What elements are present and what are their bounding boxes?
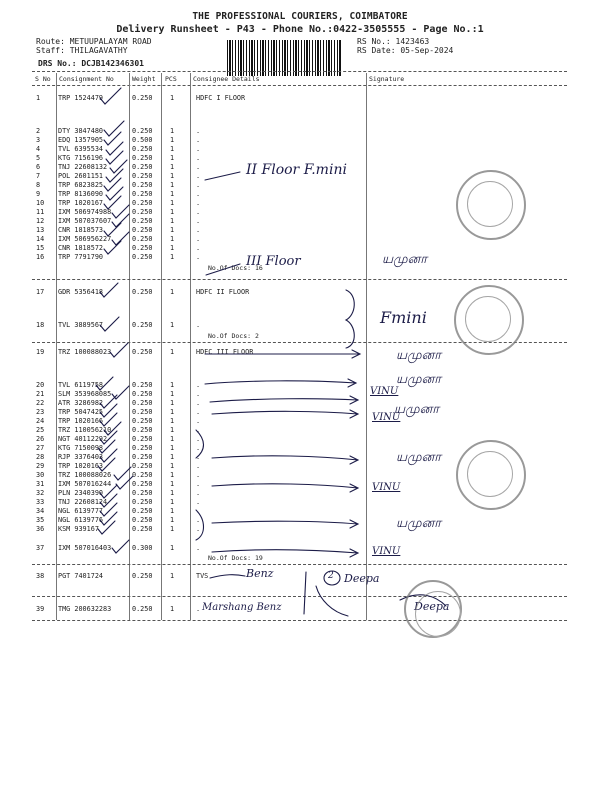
sno-cell: 28	[36, 453, 45, 461]
weight-cell: 0.250	[132, 217, 153, 225]
consignee-cell: TVS	[196, 572, 209, 580]
weight-cell: 0.250	[132, 399, 153, 407]
consignee-cell: .	[196, 199, 201, 207]
handwritten-signature: யமுனா	[394, 402, 439, 417]
consignee-cell: .	[196, 605, 201, 613]
weight-cell: 0.250	[132, 235, 153, 243]
consignment-cell: IXM 507016244	[58, 480, 112, 488]
pcs-cell: 1	[170, 462, 175, 470]
pcs-cell: 1	[170, 381, 175, 389]
consignee-cell: .	[196, 444, 201, 452]
sno-cell: 6	[36, 163, 41, 171]
sno-cell: 4	[36, 145, 41, 153]
handwritten-signature: VINU	[372, 412, 401, 423]
consignment-cell: CNR 1818572	[58, 244, 104, 252]
pcs-cell: 1	[170, 208, 175, 216]
sno-cell: 17	[36, 288, 45, 296]
consignment-cell: TRZ 100088023	[58, 348, 112, 356]
consignment-cell: TRP 7791790	[58, 253, 104, 261]
consignment-cell: TRP 5047425	[58, 408, 104, 416]
col-header-consignee: Consignee Details	[193, 75, 260, 83]
weight-cell: 0.250	[132, 253, 153, 261]
weight-cell: 0.250	[132, 390, 153, 398]
sno-cell: 22	[36, 399, 45, 407]
consignment-cell: TMG 200632283	[58, 605, 112, 613]
consignment-cell: IXM 506956227	[58, 235, 112, 243]
table-row	[0, 507, 600, 516]
consignment-cell: GDR 5356418	[58, 288, 104, 296]
table-row	[0, 426, 600, 435]
consignee-cell: .	[196, 217, 201, 225]
sno-cell: 31	[36, 480, 45, 488]
consignee-cell: .	[196, 244, 201, 252]
consignment-cell: DTY 3847480	[58, 127, 104, 135]
table-bottom-rule	[32, 620, 567, 621]
consignee-cell: .	[196, 253, 201, 261]
handwritten-note: Benz	[246, 567, 274, 580]
col-header-signature: Signature	[369, 75, 405, 83]
sno-cell: 18	[36, 321, 45, 329]
weight-cell: 0.250	[132, 444, 153, 452]
sno-cell: 36	[36, 525, 45, 533]
handwritten-signature: Deepa	[344, 572, 380, 585]
weight-cell: 0.250	[132, 426, 153, 434]
weight-cell: 0.250	[132, 226, 153, 234]
sno-cell: 24	[36, 417, 45, 425]
consignment-cell: TRP 1020166	[58, 417, 104, 425]
sno-cell: 10	[36, 199, 45, 207]
sno-cell: 34	[36, 507, 45, 515]
pcs-cell: 1	[170, 348, 175, 356]
sno-cell: 1	[36, 94, 41, 102]
weight-cell: 0.250	[132, 321, 153, 329]
handwritten-signature: யமுனா	[382, 252, 427, 267]
consignee-cell: .	[196, 435, 201, 443]
consignment-cell: EDQ 1357905	[58, 136, 104, 144]
consignment-cell: KTG 7156196	[58, 154, 104, 162]
consignee-cell: .	[196, 127, 201, 135]
handwritten-note: Marshang Benz	[202, 602, 282, 613]
consignee-cell: .	[196, 462, 201, 470]
sno-cell: 35	[36, 516, 45, 524]
consignee-cell: .	[196, 163, 201, 171]
table-row	[0, 381, 600, 390]
consignee-cell: .	[196, 417, 201, 425]
doc-count: No.Of Docs: 2	[208, 332, 259, 340]
table-row	[0, 348, 600, 357]
pcs-cell: 1	[170, 172, 175, 180]
consignment-cell: TNJ 22608132	[58, 163, 108, 171]
consignment-cell: NGT 40112292	[58, 435, 108, 443]
consignment-cell: CNR 1818573	[58, 226, 104, 234]
pcs-cell: 1	[170, 489, 175, 497]
consignee-cell: .	[196, 190, 201, 198]
consignment-cell: NGL 6139776	[58, 516, 104, 524]
weight-cell: 0.250	[132, 163, 153, 171]
handwritten-signature: யமுனா	[396, 450, 441, 465]
handwritten-floor-note: III Floor	[246, 254, 301, 269]
consignee-cell: .	[196, 321, 201, 329]
col-header-pcs: PCS	[165, 75, 177, 83]
pcs-cell: 1	[170, 244, 175, 252]
weight-cell: 0.300	[132, 544, 153, 552]
table-row	[0, 516, 600, 525]
sno-cell: 9	[36, 190, 41, 198]
rs-number: RS No.: 1423463	[357, 37, 430, 46]
consignee-cell: .	[196, 226, 201, 234]
col-header-weight: Weight	[132, 75, 156, 83]
sno-cell: 8	[36, 181, 41, 189]
pcs-cell: 1	[170, 572, 175, 580]
table-row	[0, 145, 600, 154]
consignee-cell: .	[196, 181, 201, 189]
table-row	[0, 127, 600, 136]
consignee-cell: HDFC II FLOOR	[196, 288, 250, 296]
pcs-cell: 1	[170, 525, 175, 533]
route-label: Route: METUUPALAYAM ROAD	[36, 37, 152, 46]
pcs-cell: 1	[170, 226, 175, 234]
weight-cell: 0.250	[132, 417, 153, 425]
consignment-cell: ATR 3286982	[58, 399, 104, 407]
sno-cell: 20	[36, 381, 45, 389]
doc-count: No.Of Docs: 16	[208, 264, 263, 272]
staff-label: Staff: THILAGAVATHY	[36, 46, 128, 55]
handwritten-signature: Deepa	[414, 600, 450, 613]
sno-cell: 26	[36, 435, 45, 443]
doc-count: No.Of Docs: 19	[208, 554, 263, 562]
consignment-cell: PGT 7401724	[58, 572, 104, 580]
sno-cell: 25	[36, 426, 45, 434]
weight-cell: 0.250	[132, 408, 153, 416]
weight-cell: 0.250	[132, 127, 153, 135]
col-header-sno: S No	[35, 75, 51, 83]
handwritten-number: 2	[328, 571, 334, 581]
consignment-cell: TRZ 100088026	[58, 471, 112, 479]
consignment-cell: TRZ 110056210	[58, 426, 112, 434]
bank-seal	[456, 170, 526, 240]
table-row	[0, 94, 600, 103]
consignee-cell: .	[196, 154, 201, 162]
pcs-cell: 1	[170, 127, 175, 135]
pcs-cell: 1	[170, 516, 175, 524]
pcs-cell: 1	[170, 288, 175, 296]
pcs-cell: 1	[170, 145, 175, 153]
sno-cell: 27	[36, 444, 45, 452]
weight-cell: 0.250	[132, 172, 153, 180]
pcs-cell: 1	[170, 453, 175, 461]
sno-cell: 7	[36, 172, 41, 180]
handwritten-signature: Fmini	[380, 308, 427, 327]
pcs-cell: 1	[170, 417, 175, 425]
weight-cell: 0.250	[132, 244, 153, 252]
consignee-cell: .	[196, 381, 201, 389]
rs-date: RS Date: 05-Sep-2024	[357, 46, 454, 55]
consignment-cell: TNJ 22608124	[58, 498, 108, 506]
pcs-cell: 1	[170, 444, 175, 452]
weight-cell: 0.250	[132, 190, 153, 198]
pcs-cell: 1	[170, 321, 175, 329]
handwritten-signature: யமுனா	[396, 348, 441, 363]
consignment-cell: NGL 6139777	[58, 507, 104, 515]
sno-cell: 23	[36, 408, 45, 416]
weight-cell: 0.250	[132, 498, 153, 506]
handwritten-signature: யமுனா	[396, 516, 441, 531]
sno-cell: 39	[36, 605, 45, 613]
consignee-cell: .	[196, 453, 201, 461]
sno-cell: 13	[36, 226, 45, 234]
weight-cell: 0.250	[132, 348, 153, 356]
sno-cell: 38	[36, 572, 45, 580]
consignee-cell: .	[196, 498, 201, 506]
consignee-cell: HDFC III FLOOR	[196, 348, 254, 356]
consignee-cell: .	[196, 399, 201, 407]
consignment-cell: TRP 1524479	[58, 94, 104, 102]
runsheet-subtitle: Delivery Runsheet - P43 - Phone No.:0422-3505555 - Page No.:1	[116, 24, 484, 35]
consignee-cell: .	[196, 208, 201, 216]
weight-cell: 0.250	[132, 154, 153, 162]
consignee-cell: .	[196, 471, 201, 479]
table-row	[0, 399, 600, 408]
handwritten-signature: VINU	[372, 546, 401, 557]
table-row	[0, 244, 600, 253]
consignee-cell: .	[196, 507, 201, 515]
group-rule	[32, 564, 567, 565]
pcs-cell: 1	[170, 426, 175, 434]
weight-cell: 0.250	[132, 199, 153, 207]
sno-cell: 14	[36, 235, 45, 243]
pcs-cell: 1	[170, 507, 175, 515]
header-bottom-rule	[32, 85, 567, 86]
pcs-cell: 1	[170, 163, 175, 171]
sno-cell: 12	[36, 217, 45, 225]
pcs-cell: 1	[170, 190, 175, 198]
consignee-cell: .	[196, 136, 201, 144]
weight-cell: 0.250	[132, 489, 153, 497]
weight-cell: 0.250	[132, 453, 153, 461]
weight-cell: 0.250	[132, 94, 153, 102]
pcs-cell: 1	[170, 435, 175, 443]
consignment-cell: TRP 1020167	[58, 199, 104, 207]
table-row	[0, 136, 600, 145]
sno-cell: 16	[36, 253, 45, 261]
bank-seal	[454, 285, 524, 355]
pcs-cell: 1	[170, 390, 175, 398]
weight-cell: 0.250	[132, 572, 153, 580]
consignee-cell: .	[196, 489, 201, 497]
consignment-cell: IXM 507016403	[58, 544, 112, 552]
consignee-cell: .	[196, 172, 201, 180]
sno-cell: 29	[36, 462, 45, 470]
weight-cell: 0.250	[132, 471, 153, 479]
consignee-cell: .	[196, 426, 201, 434]
consignee-cell: .	[196, 480, 201, 488]
consignment-cell: TRP 8136090	[58, 190, 104, 198]
weight-cell: 0.250	[132, 605, 153, 613]
pcs-cell: 1	[170, 217, 175, 225]
group-rule	[32, 596, 567, 597]
consignment-cell: IXM 507037607	[58, 217, 112, 225]
consignee-cell: .	[196, 544, 201, 552]
handwritten-signature: VINU	[372, 482, 401, 493]
consignment-cell: KSM 939167	[58, 525, 99, 533]
table-row	[0, 605, 600, 614]
weight-cell: 0.250	[132, 462, 153, 470]
sno-cell: 15	[36, 244, 45, 252]
weight-cell: 0.250	[132, 208, 153, 216]
table-top-rule	[32, 71, 567, 72]
runsheet-title: THE PROFESSIONAL COURIERS, COIMBATORE	[192, 11, 408, 22]
table-row	[0, 417, 600, 426]
table-row	[0, 435, 600, 444]
consignment-cell: TVL 6119758	[58, 381, 104, 389]
consignment-cell: TVL 6395534	[58, 145, 104, 153]
handwritten-signature: VINU	[370, 386, 399, 397]
pcs-cell: 1	[170, 235, 175, 243]
pcs-cell: 1	[170, 471, 175, 479]
sno-cell: 2	[36, 127, 41, 135]
weight-cell: 0.250	[132, 435, 153, 443]
handwritten-floor-note: II Floor F.mini	[246, 162, 347, 178]
consignee-cell: HDFC I FLOOR	[196, 94, 246, 102]
weight-cell: 0.250	[132, 288, 153, 296]
consignment-cell: PLN 2340390	[58, 489, 104, 497]
weight-cell: 0.250	[132, 507, 153, 515]
sno-cell: 37	[36, 544, 45, 552]
group-rule	[32, 279, 567, 280]
pcs-cell: 1	[170, 408, 175, 416]
table-row	[0, 235, 600, 244]
sno-cell: 30	[36, 471, 45, 479]
pcs-cell: 1	[170, 480, 175, 488]
consignment-cell: IXM 506974988	[58, 208, 112, 216]
consignment-cell: TVL 3889567	[58, 321, 104, 329]
table-row	[0, 525, 600, 534]
bank-seal	[456, 440, 526, 510]
sno-cell: 19	[36, 348, 45, 356]
col-header-consignment: Consignment No	[59, 75, 114, 83]
pcs-cell: 1	[170, 199, 175, 207]
consignee-cell: .	[196, 235, 201, 243]
weight-cell: 0.250	[132, 480, 153, 488]
sno-cell: 21	[36, 390, 45, 398]
sno-cell: 5	[36, 154, 41, 162]
pcs-cell: 1	[170, 544, 175, 552]
bank-seal	[404, 580, 462, 638]
weight-cell: 0.250	[132, 516, 153, 524]
consignee-cell: .	[196, 516, 201, 524]
consignment-cell: POL 2601151	[58, 172, 104, 180]
consignment-cell: TRP 6823825	[58, 181, 104, 189]
table-row	[0, 544, 600, 553]
consignment-cell: KTG 7150098	[58, 444, 104, 452]
table-row	[0, 408, 600, 417]
table-row	[0, 572, 600, 581]
sno-cell: 32	[36, 489, 45, 497]
pcs-cell: 1	[170, 605, 175, 613]
pcs-cell: 1	[170, 94, 175, 102]
weight-cell: 0.250	[132, 525, 153, 533]
table-row	[0, 390, 600, 399]
drs-number: DRS No.: DCJB142346301	[38, 59, 144, 68]
sno-cell: 11	[36, 208, 45, 216]
weight-cell: 0.500	[132, 136, 153, 144]
pcs-cell: 1	[170, 253, 175, 261]
consignment-cell: RJP 3376403	[58, 453, 104, 461]
pcs-cell: 1	[170, 399, 175, 407]
consignment-cell: TRP 1020163	[58, 462, 104, 470]
consignment-cell: SLM 353968085	[58, 390, 112, 398]
weight-cell: 0.250	[132, 381, 153, 389]
handwritten-signature: யமுனா	[396, 372, 441, 387]
consignee-cell: .	[196, 145, 201, 153]
pcs-cell: 1	[170, 136, 175, 144]
weight-cell: 0.250	[132, 181, 153, 189]
pcs-cell: 1	[170, 154, 175, 162]
consignee-cell: .	[196, 525, 201, 533]
consignee-cell: .	[196, 408, 201, 416]
sno-cell: 33	[36, 498, 45, 506]
weight-cell: 0.250	[132, 145, 153, 153]
sno-cell: 3	[36, 136, 41, 144]
pcs-cell: 1	[170, 498, 175, 506]
consignee-cell: .	[196, 390, 201, 398]
pcs-cell: 1	[170, 181, 175, 189]
